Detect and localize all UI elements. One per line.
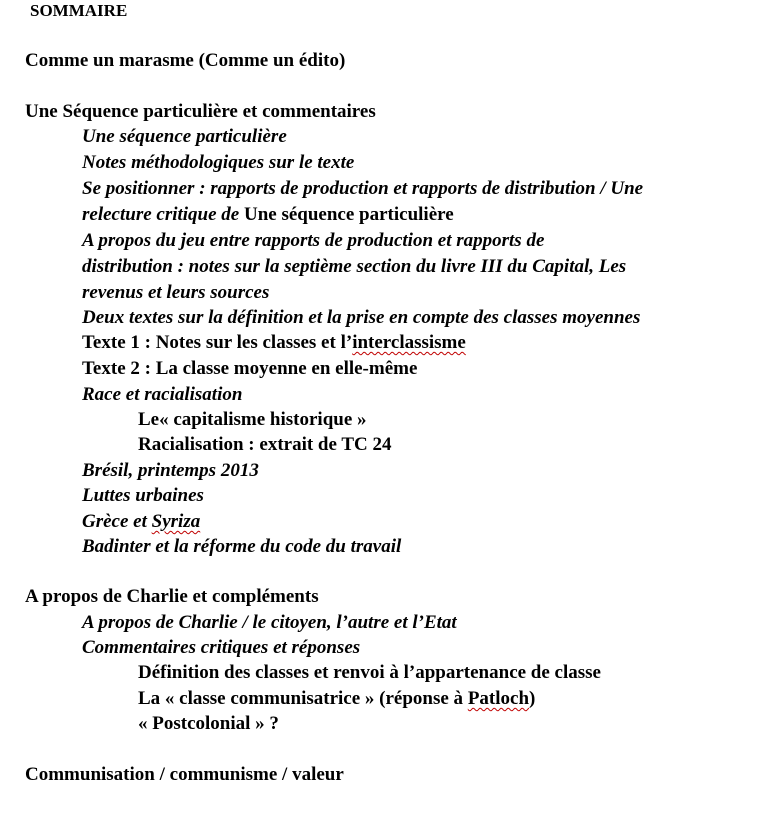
section-heading-communisation: Communisation / communisme / valeur [25,764,344,785]
toc-item-texte-1-text: Texte 1 : Notes sur les classes et l’ [82,332,353,353]
section-heading-charlie: A propos de Charlie et compléments [25,586,319,607]
toc-item-a-propos-jeu-line1: A propos du jeu entre rapports de production et rapports de [82,230,545,251]
spellcheck-underlined-word: Patloch [467,688,530,709]
toc-subitem-definition-classes: Définition des classes et renvoi à l’appartenance de classe [138,662,601,683]
toc-item-deux-textes: Deux textes sur la définition et la prise en compte des classes moyennes [82,307,641,328]
toc-item-texte-1 [82,330,466,356]
toc-subitem-postcolonial: « Postcolonial » ? [138,713,279,734]
toc-item-commentaires-critiques: Commentaires critiques et réponses [82,637,361,658]
toc-item-race-racialisation: Race et racialisation [82,384,243,405]
toc-subitem-classe-communisatrice-close: ) [529,688,536,709]
toc-item-grece-syriza [82,509,200,535]
toc-item-luttes-urbaines: Luttes urbaines [82,485,204,506]
toc-item-se-positionner-line1: Se positionner : rapports de production et rapports de distribution / Une [82,178,644,199]
page-title: SOMMAIRE [30,1,128,20]
toc-item-a-propos-charlie: A propos de Charlie / le citoyen, l’autre et l’Etat [82,612,457,633]
toc-item-texte-2: Texte 2 : La classe moyenne en elle-même [82,358,418,379]
toc-item-se-positionner-line2 [82,202,454,228]
toc-item-bresil: Brésil, printemps 2013 [82,460,259,481]
spellcheck-underlined-word: Syriza [151,511,201,532]
section-heading-marasme: Comme un marasme (Comme un édito) [25,50,346,71]
toc-item-grece-text: Grèce et [82,511,152,532]
toc-item-se-positionner-title: Une séquence particulière [244,204,454,225]
spellcheck-underlined-word: interclassisme [352,332,466,353]
toc-item-sequence-particuliere: Une séquence particulière [82,126,287,147]
toc-subitem-classe-communisatrice-text: La « classe communisatrice » (réponse à [138,688,468,709]
toc-item-a-propos-jeu-line3: revenus et leurs sources [82,282,270,303]
section-heading-sequence: Une Séquence particulière et commentaires [25,101,376,122]
toc-subitem-capitalisme-historique: Le« capitalisme historique » [138,409,367,430]
toc-item-notes-methodologiques: Notes méthodologiques sur le texte [82,152,355,173]
toc-item-badinter: Badinter et la réforme du code du travail [82,536,402,557]
toc-subitem-racialisation-extrait: Racialisation : extrait de TC 24 [138,434,392,455]
toc-item-a-propos-jeu-line2: distribution : notes sur la septième section du livre III du Capital, Les [82,256,627,277]
toc-subitem-classe-communisatrice [138,686,535,712]
toc-item-se-positionner-italic: relecture critique de [82,204,244,225]
